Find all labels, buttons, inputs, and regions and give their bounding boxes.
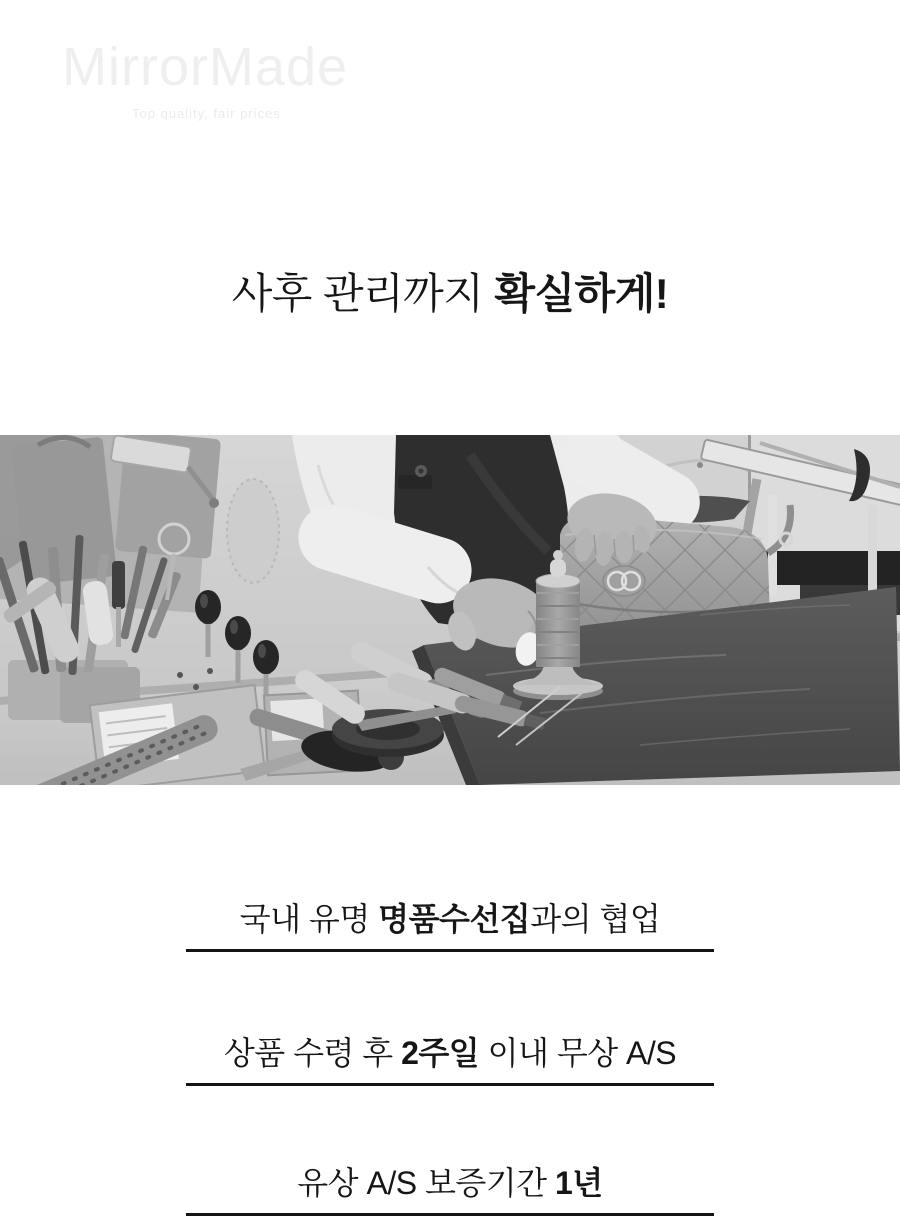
section-heading [0,268,900,320]
feature-underline [186,1083,714,1086]
feature-underline [186,949,714,952]
brand-tagline: Top quality, fair prices [132,106,281,121]
feature-item-warranty [0,1161,900,1216]
feature-text-bold: 2주일 [401,1035,480,1071]
heading-normal-text: 사후 관리까지 [231,270,495,317]
feature-text-post: 이내 무상 A/S [479,1035,677,1071]
feature-text-pre: 상품 수령 후 [223,1035,402,1071]
feature-text-pre: 유상 A/S 보증기간 [297,1165,555,1201]
brand-logo: MirrorMade [62,37,349,97]
feature-text-bold: 1년 [555,1165,603,1201]
feature-text-bold: 명품수선집 [378,901,531,937]
feature-item-collaboration [0,897,900,952]
brand-watermark [62,37,349,121]
feature-text [0,1031,900,1075]
feature-text [0,1161,900,1205]
feature-item-free-as [0,1031,900,1086]
feature-underline [186,1213,714,1216]
heading-emphasis-text: 확실하게! [494,270,669,317]
feature-text-post: 과의 협업 [530,901,661,937]
feature-text-pre: 국내 유명 [239,901,379,937]
workshop-photo [0,435,900,785]
feature-text [0,897,900,941]
